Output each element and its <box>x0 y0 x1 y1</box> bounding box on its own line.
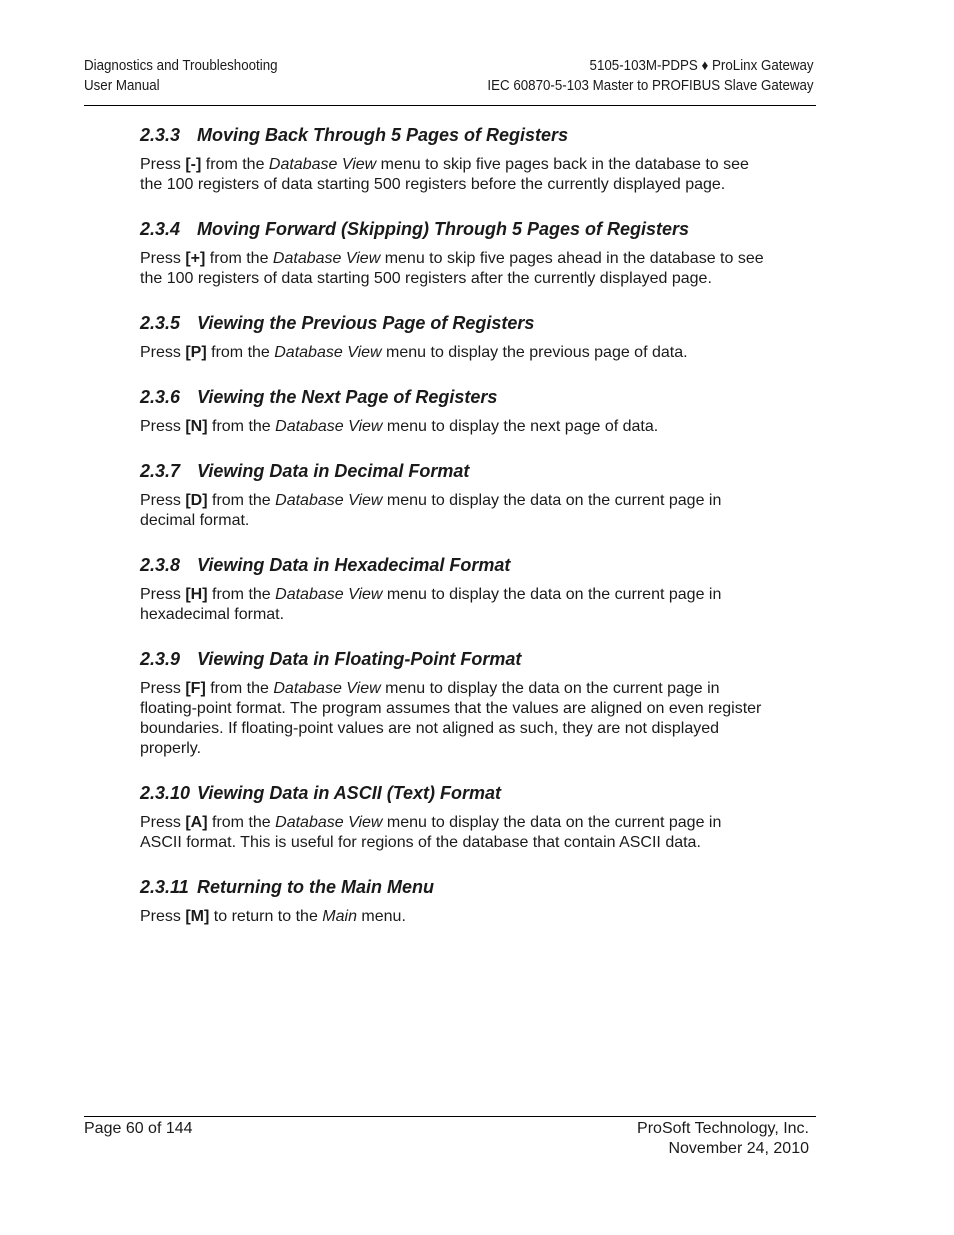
text-run: menu to skip five pages back in the database to see the 100 registers of data starting 500 registers before the currently displayed page. <box>140 156 749 193</box>
section-paragraph <box>140 679 765 759</box>
header-product: 5105-103M-PDPS ♦ ProLinx Gateway <box>589 58 814 74</box>
text-run: menu to display the data on the current page in decimal format. <box>140 492 722 529</box>
section-heading <box>140 648 765 670</box>
section-paragraph <box>140 343 765 363</box>
section-2-3-6 <box>140 386 765 437</box>
text-run: from the <box>205 680 274 697</box>
section-paragraph <box>140 813 765 853</box>
section-title: Viewing Data in Decimal Format <box>197 461 470 481</box>
section-2-3-7 <box>140 460 765 531</box>
key-label: [H] <box>185 586 208 603</box>
section-2-3-5 <box>140 312 765 363</box>
section-heading <box>140 218 765 240</box>
text-run: Press <box>140 156 186 173</box>
header-divider <box>84 105 816 106</box>
menu-name: Database View <box>273 680 381 697</box>
key-label: [P] <box>185 344 207 361</box>
menu-name: Database View <box>274 344 382 361</box>
section-paragraph <box>140 417 765 437</box>
section-number: 2.3.10 <box>140 783 191 803</box>
key-label: [-] <box>185 156 202 173</box>
section-heading <box>140 782 765 804</box>
section-heading <box>140 312 765 334</box>
section-heading <box>140 554 765 576</box>
section-2-3-10 <box>140 782 765 853</box>
section-title: Viewing Data in Hexadecimal Format <box>197 555 511 575</box>
menu-name: Database View <box>275 814 383 831</box>
text-run: menu to skip five pages ahead in the database to see the 100 registers of data starting 500 registers after the currently displayed page. <box>140 250 764 287</box>
section-number: 2.3.4 <box>140 219 181 239</box>
menu-name: Database View <box>275 418 383 435</box>
text-run: menu to display the previous page of data. <box>381 344 688 361</box>
text-run: to return to the <box>209 908 323 925</box>
text-run: Press <box>140 814 186 831</box>
section-2-3-9 <box>140 648 765 759</box>
section-paragraph <box>140 907 765 927</box>
section-number: 2.3.7 <box>140 461 181 481</box>
key-label: [A] <box>185 814 208 831</box>
section-title: Viewing Data in ASCII (Text) Format <box>197 783 502 803</box>
text-run: from the <box>201 156 269 173</box>
section-title: Viewing the Previous Page of Registers <box>197 313 535 333</box>
text-run: menu to display the next page of data. <box>382 418 659 435</box>
section-number: 2.3.9 <box>140 649 181 669</box>
section-title: Moving Forward (Skipping) Through 5 Pages of Registers <box>197 219 690 239</box>
text-run: from the <box>207 492 276 509</box>
key-label: [N] <box>185 418 208 435</box>
page-footer-left <box>84 1119 193 1139</box>
text-run: Press <box>140 418 186 435</box>
section-heading <box>140 460 765 482</box>
section-paragraph <box>140 585 765 625</box>
header-doc-type: User Manual <box>84 77 160 94</box>
text-run: from the <box>207 418 276 435</box>
menu-name: Database View <box>272 250 381 267</box>
text-run: from the <box>207 586 276 603</box>
text-run: menu to display the data on the current page in floating-point format. The program assumes that the values are aligned on even register boundaries. If floating-point values are not aligned as such, they are not displayed properly. <box>140 680 762 757</box>
text-run: Press <box>140 344 186 361</box>
section-number: 2.3.3 <box>140 125 181 145</box>
header-product-description: IEC 60870-5-103 Master to PROFIBUS Slave Gateway <box>487 77 814 94</box>
text-run: from the <box>207 814 276 831</box>
section-title: Moving Back Through 5 Pages of Registers <box>197 125 569 145</box>
text-run: from the <box>205 250 273 267</box>
text-run: Press <box>140 586 186 603</box>
section-paragraph <box>140 249 765 289</box>
section-2-3-8 <box>140 554 765 625</box>
page-header-left <box>84 57 278 96</box>
page-footer-right <box>637 1119 809 1159</box>
section-number: 2.3.8 <box>140 555 181 575</box>
section-title: Returning to the Main Menu <box>197 877 434 897</box>
section-number: 2.3.5 <box>140 313 181 333</box>
section-paragraph <box>140 155 765 195</box>
section-2-3-4 <box>140 218 765 289</box>
footer-company: ProSoft Technology, Inc. <box>637 1120 809 1137</box>
text-run: from the <box>206 344 275 361</box>
menu-name: Database View <box>275 586 383 603</box>
text-run: Press <box>140 492 186 509</box>
text-run: menu to display the data on the current page in hexadecimal format. <box>140 586 722 623</box>
key-label: [+] <box>185 250 206 267</box>
section-2-3-3 <box>140 124 765 195</box>
text-run: Press <box>140 908 186 925</box>
text-run: menu to display the data on the current page in ASCII format. This is useful for regions of the database that contain ASCII data. <box>140 814 722 851</box>
key-label: [M] <box>185 908 210 925</box>
footer-divider <box>84 1116 816 1117</box>
page-number: Page 60 of 144 <box>84 1120 193 1137</box>
footer-date: November 24, 2010 <box>668 1140 809 1157</box>
menu-name: Database View <box>275 492 383 509</box>
menu-name: Main <box>322 908 357 925</box>
key-label: [D] <box>185 492 208 509</box>
section-paragraph <box>140 491 765 531</box>
menu-name: Database View <box>268 156 377 173</box>
section-title: Viewing the Next Page of Registers <box>197 387 498 407</box>
section-heading <box>140 124 765 146</box>
text-run: Press <box>140 250 186 267</box>
section-2-3-11 <box>140 876 765 927</box>
section-heading <box>140 386 765 408</box>
section-number: 2.3.11 <box>140 877 189 897</box>
key-label: [F] <box>185 680 206 697</box>
header-chapter: Diagnostics and Troubleshooting <box>84 58 278 74</box>
section-heading <box>140 876 765 898</box>
section-title: Viewing Data in Floating-Point Format <box>197 649 522 669</box>
page-header-right <box>488 57 814 96</box>
text-run: Press <box>140 680 186 697</box>
page-body <box>140 124 765 950</box>
text-run: menu. <box>356 908 406 925</box>
section-number: 2.3.6 <box>140 387 181 407</box>
